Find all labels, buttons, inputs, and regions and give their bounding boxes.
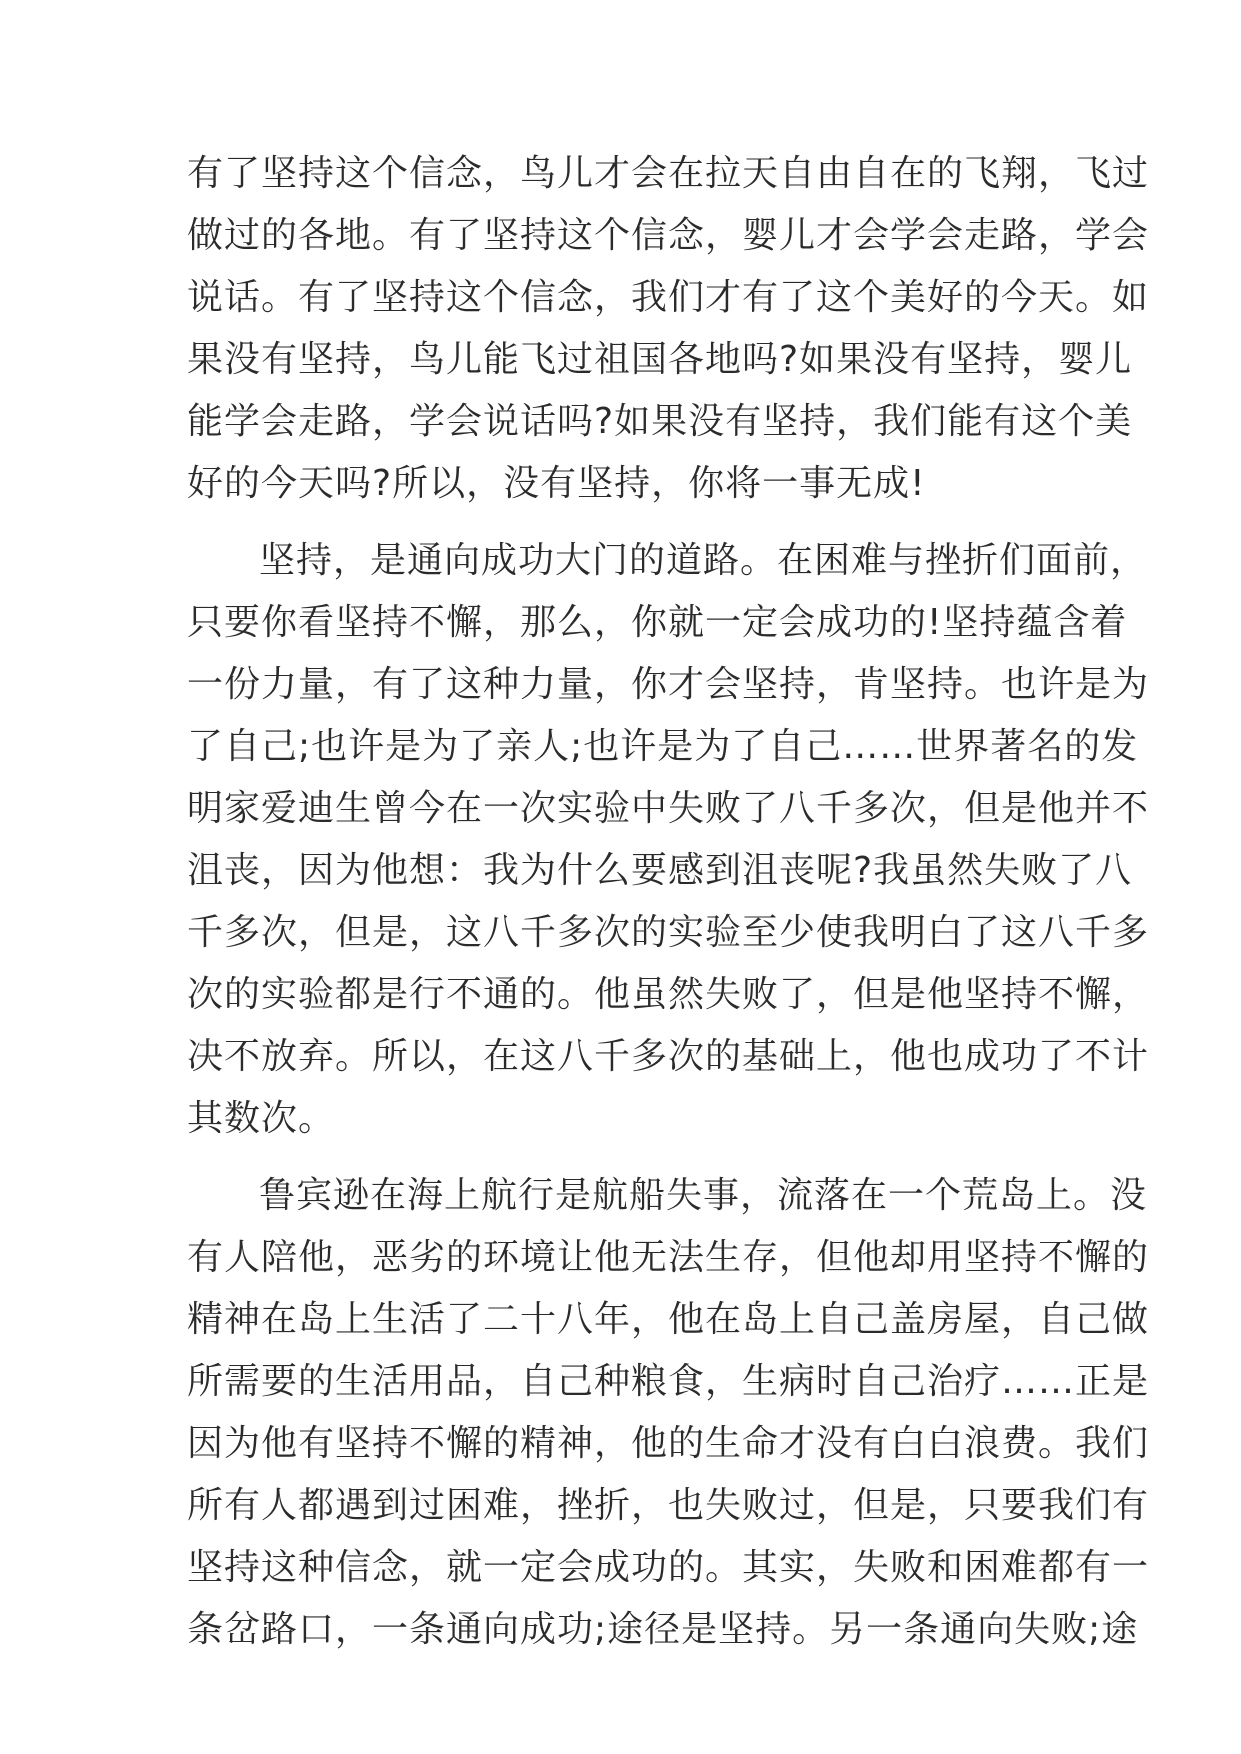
- text-line: 能学会走路，学会说话吗?如果没有坚持，我们能有这个美: [187, 401, 1133, 442]
- text-line: 其数次。: [187, 1098, 336, 1139]
- paragraph-1: [187, 143, 1150, 515]
- text-line: 做过的各地。有了坚持这个信念，婴儿才会学会走路，学会: [187, 215, 1150, 256]
- text-line: 所有人都遇到过困难，挫折，也失败过，但是，只要我们有: [187, 1485, 1150, 1526]
- text-line: 次的实验都是行不通的。他虽然失败了，但是他坚持不懈，: [187, 974, 1150, 1015]
- text-line: 决不放弃。所以，在这八千多次的基础上，他也成功了不计: [187, 1036, 1150, 1077]
- text-line: 有了坚持这个信念，鸟儿才会在拉天自由自在的飞翔，飞过: [187, 153, 1150, 194]
- paragraph-2: [187, 530, 1150, 1150]
- text-line: 果没有坚持，鸟儿能飞过祖国各地吗?如果没有坚持，婴儿: [187, 339, 1133, 380]
- text-line: 说话。有了坚持这个信念，我们才有了这个美好的今天。如: [187, 277, 1150, 318]
- text-line: 沮丧，因为他想：我为什么要感到沮丧呢?我虽然失败了八: [187, 850, 1133, 891]
- text-line: 千多次，但是，这八千多次的实验至少使我明白了这八千多: [187, 912, 1150, 953]
- text-line: 因为他有坚持不懈的精神，他的生命才没有白白浪费。我们: [187, 1423, 1150, 1464]
- paragraph-spacer: [187, 515, 1057, 530]
- text-line: 只要你看坚持不懈，那么，你就一定会成功的!坚持蕴含着: [187, 602, 1128, 643]
- text-line: 坚持这种信念，就一定会成功的。其实，失败和困难都有一: [187, 1547, 1150, 1588]
- text-line-indented: 鲁宾逊在海上航行是航船失事，流落在一个荒岛上。没: [259, 1175, 1148, 1216]
- document-body: [187, 143, 1150, 1661]
- text-line: 明家爱迪生曾今在一次实验中失败了八千多次，但是他并不: [187, 788, 1150, 829]
- text-line-indented: 坚持，是通向成功大门的道路。在困难与挫折们面前，: [259, 540, 1148, 581]
- text-line: 有人陪他，恶劣的环境让他无法生存，但他却用坚持不懈的: [187, 1237, 1150, 1278]
- paragraph-3: [187, 1165, 1150, 1661]
- text-line: 好的今天吗?所以，没有坚持，你将一事无成!: [187, 463, 926, 504]
- text-line: 条岔路口，一条通向成功;途径是坚持。另一条通向失败;途: [187, 1609, 1139, 1650]
- text-line: 精神在岛上生活了二十八年，他在岛上自己盖房屋，自己做: [187, 1299, 1150, 1340]
- paragraph-spacer: [187, 1150, 1057, 1165]
- text-line: 所需要的生活用品，自己种粮食，生病时自己治疗……正是: [187, 1361, 1150, 1402]
- text-line: 了自己;也许是为了亲人;也许是为了自己……世界著名的发: [187, 726, 1139, 767]
- text-line: 一份力量，有了这种力量，你才会坚持，肯坚持。也许是为: [187, 664, 1150, 705]
